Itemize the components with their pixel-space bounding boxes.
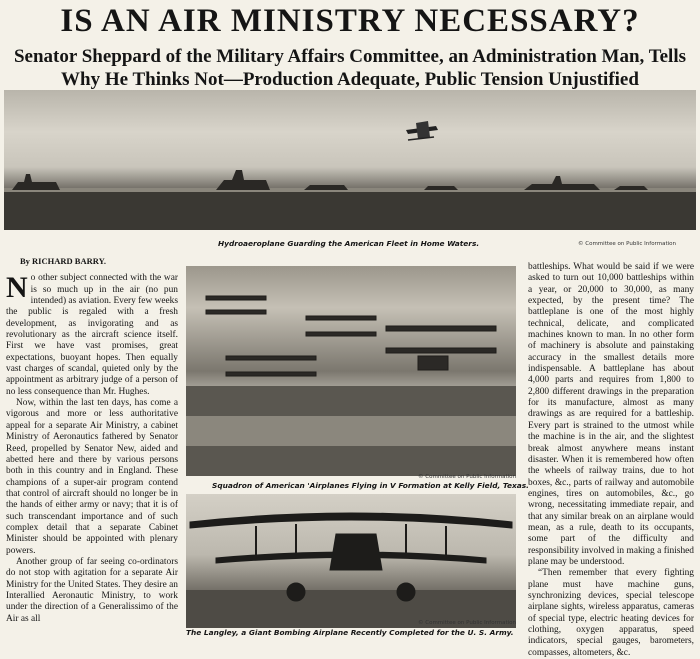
article-paragraph: battleships. What would be said if we were asked to turn out 10,000 battleships within a year, or 20,000 to 30,000, as many expected, by the present time? The battleplane is one of the most highly technical, delicate, and complicated machines known to man. In no other form of machinery is absolute and painstaking accuracy in the smallest details more indispensable. A battleplane has about 4,000 parts and requires from 1,800 to 2,800 different drawings in the preparation for its manufacture, almost as many drawings as are required for a battleship. Every part is strained to the utmost while the machine is in the air, and the slightest break almost anywhere means instant disaster. When it is remembered how often the wheels of railway trains, due to hot boxes, &c., parts of railway and automobile engines, tires on automobiles, &c., go wrong, necessitating immediate repair, and that any similar break on an airplane would mean, as a rule, death to its occupants, some part of the difficulty and responsibility involved in making a finished plane may be understood. bbox=[528, 262, 694, 567]
article-paragraph: Another group of far seeing co-ordinators do not stop with agitation for a separate Air Ministry for the United States. They desire an Interallied Aeronautic Ministry, to work under the direction of a Generalissimo of the Air as all bbox=[6, 556, 178, 624]
langley-photo bbox=[186, 494, 516, 628]
squadron-photo bbox=[186, 266, 516, 476]
hydroaeroplane-icon bbox=[406, 121, 438, 140]
squadron-photo-caption: Squadron of American 'Airplanes Flying in V Formation at Kelly Field, Texas. bbox=[212, 481, 529, 490]
langley-photo-credit: © Committee on Public Information bbox=[418, 620, 516, 626]
headline: IS AN AIR MINISTRY NECESSARY? bbox=[60, 3, 640, 39]
squadron-photo-art bbox=[186, 266, 516, 476]
langley-photo-art bbox=[186, 494, 516, 628]
article-paragraph: No other subject connected with the war is so much up in the air (no pun intended) as aviation. Every few weeks the public is regaled with a fresh development, as invigorating and as revolutionary as the aircraft science itself. First we have vast promises, great expectations, buoyant hopes. Then equally vast charges of scandal, quieted only by the appointment as arbitrary judge of a person of no less consequence than Mr. Hughes. bbox=[6, 271, 179, 397]
drop-cap: N bbox=[6, 271, 28, 305]
article-column-left bbox=[6, 256, 178, 638]
fleet-photo-credit: © Committee on Public Information bbox=[578, 241, 676, 247]
ship-silhouettes bbox=[12, 170, 648, 190]
fleet-photo-art bbox=[4, 90, 696, 230]
fleet-photo-caption: Hydroaeroplane Guarding the American Fleet in Home Waters. bbox=[218, 239, 480, 248]
article-column-right bbox=[528, 262, 694, 658]
byline: By RICHARD BARRY. bbox=[20, 256, 107, 266]
subhead: Senator Sheppard of the Military Affairs Committee, an Administration Man, Tells Why He Thinks Not—Production Adequate, Public Tension Unjustified bbox=[13, 46, 687, 90]
article-paragraph: “Then remember that every fighting plane must have machine guns, synchronizing devices, special telescope airplane sights, wireless apparatus, cameras of special type, electric heating devices for clothing, oxygen apparatus, speed indicators, special gauges, barometers, compasses, altometers, &c. bbox=[528, 568, 694, 658]
squadron-photo-credit: © Committee on Public Information bbox=[418, 474, 516, 480]
bomber-biplane-icon bbox=[190, 513, 512, 601]
article-paragraph: Now, within the last ten days, has come a vigorous and more or less authoritative appeal for a separate Air Ministry, a cabinet Ministry of Aeronautics fathered by Senator Reed, propelled by Senator New, aided and abetted here and there by various persons both in this country and in England. These champions of a super-air program contend that control of aircraft should no longer be in the hands of either army or navy; that it is of such transcendant importance and of such complex detail that a separate Cabinet Minister should be appointed with plenary powers. bbox=[6, 398, 178, 556]
fleet-photo bbox=[4, 90, 696, 230]
biplane-formation bbox=[206, 296, 496, 376]
langley-photo-caption: The Langley, a Giant Bombing Airplane Recently Completed for the U. S. Army. bbox=[186, 628, 514, 637]
